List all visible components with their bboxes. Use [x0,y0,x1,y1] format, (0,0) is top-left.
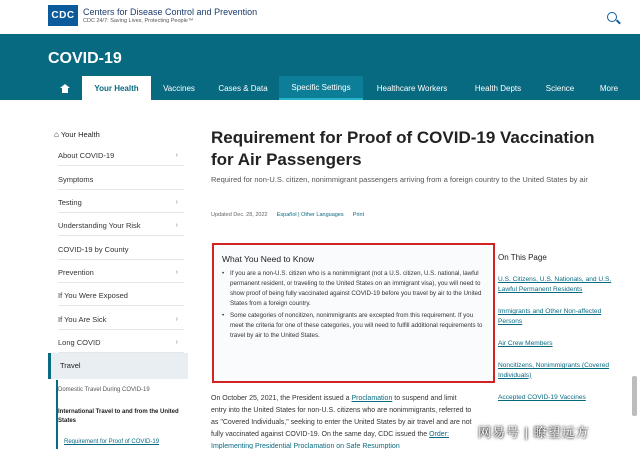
sidebar-item-label: Symptoms [58,175,94,184]
nav-health-depts[interactable]: Health Depts [474,83,522,93]
page-scrollbar[interactable] [632,376,637,416]
otp-link-noncitizens[interactable]: Noncitizens, Nonimmigrants (Covered Individuals) [498,362,610,379]
sidebar-item-label: Long COVID [58,338,101,347]
sidebar-item-label: Prevention [58,268,94,277]
sidebar-subitem-international[interactable]: International Travel to and from the United States [58,409,179,424]
site-header [0,0,640,34]
cdc-logo[interactable]: CDC [48,5,78,26]
sidebar-item-risk[interactable] [58,216,184,236]
chevron-right-icon: › [175,269,178,276]
list-item: • If you are a non-U.S. citizen who is a nonimmigrant (not a U.S. citizen, U.S. national, lawful permanent resident, or traveling to the United States on an immigrant visa), you will need to show proof of being fully vaccinated against COVID-19 before you travel by air to the United States from a foreign country. [222,269,484,309]
sidebar-item-label: About COVID-19 [58,151,115,160]
chevron-right-icon: › [175,316,178,323]
proclamation-link[interactable]: Proclamation [351,395,393,402]
chevron-right-icon: › [175,222,178,229]
section-title[interactable]: COVID-19 [48,50,122,67]
otp-link-immigrants[interactable]: Immigrants and Other Non-affected Persons [498,308,602,325]
sidebar-item-long-covid[interactable] [58,333,184,353]
nav-specific-settings[interactable]: Specific Settings [279,76,363,100]
on-this-page-title: On This Page [498,253,547,262]
need-to-know-list [222,269,484,343]
org-name[interactable]: Centers for Disease Control and Prevention [83,7,258,17]
page-title: Requirement for Proof of COVID-19 Vaccination for Air Passengers [211,128,595,169]
what-you-need-to-know-box [212,243,495,383]
nav-home[interactable] [48,76,82,100]
otp-link-air-crew[interactable]: Air Crew Members [498,340,553,347]
search-icon[interactable] [607,12,617,22]
body-text-part: to suspend and limit entry into the United States for non-U.S. citizens who are nonimmigrants, referred to as "Covered Individuals," seeking to enter the United States by air travel and are not fully vaccinated against COVID-19. On the same day, CDC issued the [211,395,472,438]
sidebar-subitem-domestic[interactable]: Domestic Travel During COVID-19 [58,387,150,393]
nav-healthcare-workers[interactable]: Healthcare Workers [376,83,448,93]
nav-science[interactable]: Science [545,83,575,93]
sidebar-item-label: Understanding Your Risk [58,221,141,230]
main-nav [48,76,633,100]
chevron-right-icon: › [175,152,178,159]
chevron-right-icon: › [175,339,178,346]
body-text-part: On October 25, 2021, the President issued a [211,395,352,402]
sidebar-item-about[interactable] [58,146,184,166]
otp-link-citizens[interactable]: U.S. Citizens, U.S. Nationals, and U.S. Lawful Permanent Residents [498,276,612,293]
home-icon [60,84,70,93]
page-meta [211,212,364,218]
nav-cases-data[interactable]: Cases & Data [218,83,268,93]
nav-vaccines[interactable]: Vaccines [163,83,195,93]
chevron-right-icon: › [175,199,178,206]
sidebar-item-label: If You Are Sick [58,315,107,324]
sidebar-item-label: Travel [60,361,81,370]
sidebar-item-exposed[interactable] [58,286,184,306]
body-paragraph [211,393,473,449]
sidebar-item-prevention[interactable] [58,263,184,283]
nav-your-health[interactable]: Your Health [82,76,151,100]
sidebar-item-county[interactable] [58,240,184,260]
nav-more[interactable]: More [599,83,619,93]
sidebar-item-testing[interactable] [58,193,184,213]
sidebar-item-travel[interactable] [48,353,188,379]
sidebar-item-label: Testing [58,198,82,207]
org-tagline: CDC 24/7: Saving Lives, Protecting People™ [83,18,194,24]
watermark: 网易号 | 瞭望远方 [478,425,590,440]
need-to-know-title: What You Need to Know [222,254,315,264]
page-subtitle: Required for non-U.S. citizen, nonimmigrant passengers arriving from a foreign country to the United States by air [211,175,588,184]
sidebar-item-sick[interactable] [58,310,184,330]
sidebar-home[interactable]: ⌂ Your Health [54,130,100,139]
print-link[interactable]: Print [352,212,365,218]
list-item: • Some categories of noncitizen, nonimmigrants are excepted from this requirement. If you meet the criteria for one of these categories, you will need to fulfill additional requirements to travel by air to the United States. [222,311,484,341]
otp-link-vaccines[interactable]: Accepted COVID-19 Vaccines [498,394,586,401]
updated-date: Updated Dec. 28, 2022 [211,212,268,218]
sidebar-item-label: If You Were Exposed [58,291,128,300]
language-links[interactable]: Español | Other Languages [276,212,344,218]
sidebar-subitem-proof[interactable]: Requirement for Proof of COVID-19 [64,439,160,445]
order-link[interactable]: Order: Implementing Presidential Proclamation on Safe Resumption [211,431,449,449]
sidebar-item-label: COVID-19 by County [58,245,129,254]
sidebar-item-symptoms[interactable] [58,170,184,190]
